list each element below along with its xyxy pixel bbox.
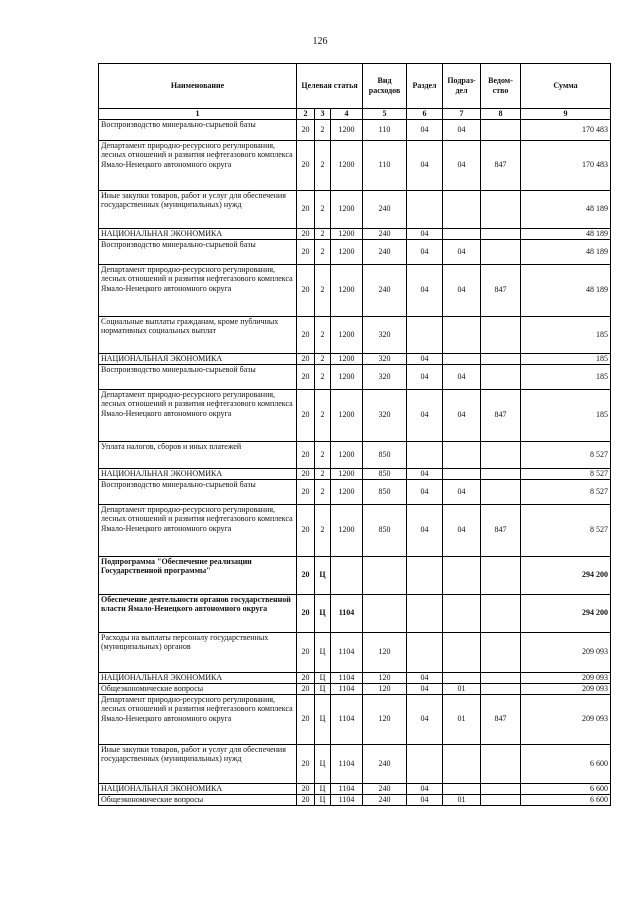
target-code-1-cell: 20	[297, 353, 315, 364]
sum-cell: 170 483	[521, 140, 611, 190]
target-code-1-cell: 20	[297, 479, 315, 504]
department-cell	[481, 556, 521, 594]
target-code-1-cell: 20	[297, 594, 315, 632]
target-code-3-cell: 1200	[331, 353, 363, 364]
department-cell	[481, 364, 521, 389]
expense-type-cell: 120	[363, 683, 407, 694]
table-row	[99, 694, 611, 744]
section-cell: 04	[407, 672, 443, 683]
row-name-cell: Социальные выплаты гражданам, кроме публичных нормативных социальных выплат	[99, 316, 297, 353]
department-cell	[481, 683, 521, 694]
target-code-1-cell: 20	[297, 468, 315, 479]
expense-type-cell: 240	[363, 794, 407, 805]
target-code-3-cell: 1104	[331, 683, 363, 694]
table-row	[99, 140, 611, 190]
target-code-3-cell: 1200	[331, 468, 363, 479]
department-cell	[481, 794, 521, 805]
target-code-3-cell: 1200	[331, 364, 363, 389]
subsection-cell: 04	[443, 479, 481, 504]
row-name-cell: Департамент природно-ресурсного регулирования, лесных отношений и развития нефтегазового комплекса Ямало-Ненецкого автономного округа	[99, 504, 297, 556]
department-cell	[481, 632, 521, 672]
target-code-1-cell: 20	[297, 364, 315, 389]
target-code-2-cell: 2	[315, 353, 331, 364]
target-code-1-cell: 20	[297, 794, 315, 805]
expense-type-cell: 320	[363, 353, 407, 364]
row-name-cell: Общеэкономические вопросы	[99, 683, 297, 694]
department-cell	[481, 190, 521, 228]
section-cell: 04	[407, 364, 443, 389]
sum-cell: 6 600	[521, 744, 611, 783]
target-code-1-cell: 20	[297, 556, 315, 594]
table-row	[99, 119, 611, 140]
section-cell: 04	[407, 794, 443, 805]
sum-cell: 48 189	[521, 190, 611, 228]
section-cell: 04	[407, 119, 443, 140]
sum-cell: 48 189	[521, 264, 611, 316]
subsection-cell: 01	[443, 694, 481, 744]
department-cell: 847	[481, 389, 521, 441]
department-cell	[481, 479, 521, 504]
target-code-1-cell: 20	[297, 316, 315, 353]
subsection-cell	[443, 744, 481, 783]
subsection-cell	[443, 353, 481, 364]
expense-type-cell: 850	[363, 441, 407, 468]
subsection-cell: 04	[443, 264, 481, 316]
expense-type-cell: 240	[363, 239, 407, 264]
table-row	[99, 441, 611, 468]
row-name-cell: Расходы на выплаты персоналу государственных (муниципальных) органов	[99, 632, 297, 672]
target-code-2-cell: Ц	[315, 744, 331, 783]
target-code-3-cell: 1200	[331, 264, 363, 316]
target-code-2-cell: 2	[315, 468, 331, 479]
target-code-2-cell: 2	[315, 228, 331, 239]
subsection-cell	[443, 594, 481, 632]
expense-type-cell: 120	[363, 672, 407, 683]
target-code-3-cell: 1104	[331, 594, 363, 632]
target-code-3-cell: 1200	[331, 504, 363, 556]
section-cell: 04	[407, 239, 443, 264]
table-row	[99, 389, 611, 441]
expense-type-cell: 850	[363, 479, 407, 504]
expense-type-cell: 320	[363, 389, 407, 441]
expense-type-cell: 110	[363, 140, 407, 190]
header-expense-type: Вид расходов	[363, 64, 407, 109]
sum-cell: 185	[521, 364, 611, 389]
expense-type-cell: 240	[363, 264, 407, 316]
target-code-3-cell: 1104	[331, 672, 363, 683]
target-code-2-cell: 2	[315, 364, 331, 389]
subsection-cell	[443, 672, 481, 683]
sum-cell: 185	[521, 389, 611, 441]
subsection-cell: 01	[443, 683, 481, 694]
row-name-cell: НАЦИОНАЛЬНАЯ ЭКОНОМИКА	[99, 468, 297, 479]
row-name-cell: НАЦИОНАЛЬНАЯ ЭКОНОМИКА	[99, 672, 297, 683]
department-cell	[481, 594, 521, 632]
target-code-2-cell: 2	[315, 119, 331, 140]
subsection-cell: 04	[443, 239, 481, 264]
subsection-cell	[443, 190, 481, 228]
department-cell: 847	[481, 140, 521, 190]
target-code-2-cell: Ц	[315, 672, 331, 683]
target-code-3-cell: 1200	[331, 316, 363, 353]
expense-type-cell: 240	[363, 190, 407, 228]
department-cell: 847	[481, 504, 521, 556]
sum-cell: 8 527	[521, 479, 611, 504]
target-code-2-cell: 2	[315, 190, 331, 228]
subsection-cell: 01	[443, 794, 481, 805]
target-code-2-cell: Ц	[315, 783, 331, 794]
header-section: Раздел	[407, 64, 443, 109]
department-cell	[481, 353, 521, 364]
subsection-cell	[443, 632, 481, 672]
row-name-cell: НАЦИОНАЛЬНАЯ ЭКОНОМИКА	[99, 783, 297, 794]
index-cell: 1	[99, 109, 297, 120]
department-cell: 847	[481, 694, 521, 744]
subsection-cell	[443, 556, 481, 594]
table-row	[99, 190, 611, 228]
target-code-2-cell: Ц	[315, 694, 331, 744]
subsection-cell	[443, 228, 481, 239]
table-row	[99, 228, 611, 239]
target-code-2-cell: Ц	[315, 683, 331, 694]
target-code-2-cell: Ц	[315, 594, 331, 632]
target-code-3-cell	[331, 556, 363, 594]
table-row	[99, 632, 611, 672]
target-code-1-cell: 20	[297, 683, 315, 694]
target-code-3-cell: 1104	[331, 783, 363, 794]
department-cell	[481, 441, 521, 468]
sum-cell: 8 527	[521, 504, 611, 556]
section-cell	[407, 556, 443, 594]
page-number: 126	[312, 36, 328, 47]
expense-type-cell: 850	[363, 504, 407, 556]
sum-cell: 8 527	[521, 468, 611, 479]
target-code-1-cell: 20	[297, 239, 315, 264]
section-cell: 04	[407, 264, 443, 316]
expense-type-cell	[363, 556, 407, 594]
target-code-3-cell: 1104	[331, 632, 363, 672]
table-row	[99, 264, 611, 316]
section-cell	[407, 316, 443, 353]
department-cell	[481, 316, 521, 353]
sum-cell: 8 527	[521, 441, 611, 468]
sum-cell: 6 600	[521, 794, 611, 805]
table-row	[99, 468, 611, 479]
target-code-2-cell: Ц	[315, 556, 331, 594]
expense-type-cell: 240	[363, 228, 407, 239]
target-code-1-cell: 20	[297, 119, 315, 140]
row-name-cell: Воспроизводство минерально-сырьевой базы	[99, 119, 297, 140]
header-department: Ведом-ство	[481, 64, 521, 109]
row-name-cell: НАЦИОНАЛЬНАЯ ЭКОНОМИКА	[99, 353, 297, 364]
target-code-2-cell: Ц	[315, 794, 331, 805]
department-cell	[481, 228, 521, 239]
row-name-cell: Департамент природно-ресурсного регулирования, лесных отношений и развития нефтегазового комплекса Ямало-Ненецкого автономного округа	[99, 694, 297, 744]
target-code-3-cell: 1200	[331, 441, 363, 468]
table-row	[99, 316, 611, 353]
target-code-2-cell: 2	[315, 316, 331, 353]
row-name-cell: НАЦИОНАЛЬНАЯ ЭКОНОМИКА	[99, 228, 297, 239]
target-code-1-cell: 20	[297, 632, 315, 672]
expense-type-cell: 120	[363, 694, 407, 744]
target-code-2-cell: 2	[315, 504, 331, 556]
sum-cell: 209 093	[521, 632, 611, 672]
sum-cell: 209 093	[521, 694, 611, 744]
section-cell: 04	[407, 683, 443, 694]
section-cell: 04	[407, 389, 443, 441]
table-row	[99, 556, 611, 594]
row-name-cell: Иные закупки товаров, работ и услуг для обеспечения государственных (муниципальных) нужд	[99, 190, 297, 228]
subsection-cell: 04	[443, 140, 481, 190]
target-code-1-cell: 20	[297, 264, 315, 316]
sum-cell: 48 189	[521, 228, 611, 239]
expense-type-cell	[363, 594, 407, 632]
expense-type-cell: 120	[363, 632, 407, 672]
target-code-3-cell: 1104	[331, 794, 363, 805]
sum-cell: 209 093	[521, 672, 611, 683]
section-cell: 04	[407, 783, 443, 794]
target-code-1-cell: 20	[297, 672, 315, 683]
expense-type-cell: 110	[363, 119, 407, 140]
sum-cell: 48 189	[521, 239, 611, 264]
table-row	[99, 364, 611, 389]
index-cell: 2	[297, 109, 315, 120]
target-code-3-cell: 1104	[331, 694, 363, 744]
target-code-1-cell: 20	[297, 389, 315, 441]
target-code-2-cell: 2	[315, 239, 331, 264]
department-cell: 847	[481, 264, 521, 316]
department-cell	[481, 672, 521, 683]
subsection-cell	[443, 783, 481, 794]
target-code-1-cell: 20	[297, 694, 315, 744]
row-name-cell: Воспроизводство минерально-сырьевой базы	[99, 364, 297, 389]
department-cell	[481, 119, 521, 140]
subsection-cell	[443, 441, 481, 468]
index-cell: 7	[443, 109, 481, 120]
subsection-cell	[443, 316, 481, 353]
sum-cell: 294 200	[521, 556, 611, 594]
target-code-3-cell: 1200	[331, 190, 363, 228]
table-row	[99, 783, 611, 794]
row-name-cell: Департамент природно-ресурсного регулирования, лесных отношений и развития нефтегазового комплекса Ямало-Ненецкого автономного округа	[99, 264, 297, 316]
expense-type-cell: 850	[363, 468, 407, 479]
sum-cell: 170 483	[521, 119, 611, 140]
budget-table	[98, 63, 611, 806]
department-cell	[481, 744, 521, 783]
header-name: Наименование	[99, 64, 297, 109]
header-subsection: Подраз-дел	[443, 64, 481, 109]
row-name-cell: Общеэкономические вопросы	[99, 794, 297, 805]
section-cell	[407, 190, 443, 228]
sum-cell: 294 200	[521, 594, 611, 632]
sum-cell: 185	[521, 316, 611, 353]
row-name-cell: Подпрограмма "Обеспечение реализации Государственной программы"	[99, 556, 297, 594]
target-code-2-cell: 2	[315, 479, 331, 504]
section-cell	[407, 632, 443, 672]
table-row	[99, 239, 611, 264]
target-code-2-cell: 2	[315, 441, 331, 468]
section-cell	[407, 744, 443, 783]
row-name-cell: Уплата налогов, сборов и иных платежей	[99, 441, 297, 468]
table-row	[99, 683, 611, 694]
section-cell: 04	[407, 468, 443, 479]
header-target-article: Целевая статья	[297, 64, 363, 109]
table-row	[99, 594, 611, 632]
target-code-1-cell: 20	[297, 140, 315, 190]
target-code-1-cell: 20	[297, 744, 315, 783]
section-cell	[407, 441, 443, 468]
index-cell: 3	[315, 109, 331, 120]
section-cell: 04	[407, 504, 443, 556]
index-cell: 8	[481, 109, 521, 120]
subsection-cell: 04	[443, 364, 481, 389]
expense-type-cell: 320	[363, 316, 407, 353]
expense-type-cell: 320	[363, 364, 407, 389]
row-name-cell: Иные закупки товаров, работ и услуг для обеспечения государственных (муниципальных) нужд	[99, 744, 297, 783]
subsection-cell: 04	[443, 504, 481, 556]
table-row	[99, 672, 611, 683]
subsection-cell: 04	[443, 389, 481, 441]
target-code-1-cell: 20	[297, 504, 315, 556]
target-code-3-cell: 1200	[331, 479, 363, 504]
target-code-3-cell: 1104	[331, 744, 363, 783]
sum-cell: 185	[521, 353, 611, 364]
table-row	[99, 479, 611, 504]
section-cell: 04	[407, 228, 443, 239]
row-name-cell: Департамент природно-ресурсного регулирования, лесных отношений и развития нефтегазового комплекса Ямало-Ненецкого автономного округа	[99, 389, 297, 441]
table-row	[99, 504, 611, 556]
section-cell: 04	[407, 353, 443, 364]
target-code-3-cell: 1200	[331, 389, 363, 441]
expense-type-cell: 240	[363, 783, 407, 794]
target-code-1-cell: 20	[297, 783, 315, 794]
target-code-1-cell: 20	[297, 228, 315, 239]
target-code-1-cell: 20	[297, 190, 315, 228]
section-cell	[407, 594, 443, 632]
table-row	[99, 794, 611, 805]
section-cell: 04	[407, 140, 443, 190]
index-cell: 6	[407, 109, 443, 120]
section-cell: 04	[407, 479, 443, 504]
index-cell: 5	[363, 109, 407, 120]
expense-type-cell: 240	[363, 744, 407, 783]
section-cell: 04	[407, 694, 443, 744]
target-code-3-cell: 1200	[331, 228, 363, 239]
target-code-1-cell: 20	[297, 441, 315, 468]
target-code-2-cell: Ц	[315, 632, 331, 672]
department-cell	[481, 239, 521, 264]
target-code-3-cell: 1200	[331, 119, 363, 140]
target-code-2-cell: 2	[315, 140, 331, 190]
sum-cell: 6 600	[521, 783, 611, 794]
target-code-3-cell: 1200	[331, 140, 363, 190]
index-cell: 4	[331, 109, 363, 120]
table-row	[99, 744, 611, 783]
target-code-2-cell: 2	[315, 264, 331, 316]
department-cell	[481, 783, 521, 794]
table-row	[99, 353, 611, 364]
target-code-3-cell: 1200	[331, 239, 363, 264]
row-name-cell: Воспроизводство минерально-сырьевой базы	[99, 479, 297, 504]
row-name-cell: Воспроизводство минерально-сырьевой базы	[99, 239, 297, 264]
subsection-cell: 04	[443, 119, 481, 140]
row-name-cell: Обеспечение деятельности органов государственной власти Ямало-Ненецкого автономного округа	[99, 594, 297, 632]
sum-cell: 209 093	[521, 683, 611, 694]
header-sum: Сумма	[521, 64, 611, 109]
index-cell: 9	[521, 109, 611, 120]
subsection-cell	[443, 468, 481, 479]
target-code-2-cell: 2	[315, 389, 331, 441]
department-cell	[481, 468, 521, 479]
row-name-cell: Департамент природно-ресурсного регулирования, лесных отношений и развития нефтегазового комплекса Ямало-Ненецкого автономного округа	[99, 140, 297, 190]
